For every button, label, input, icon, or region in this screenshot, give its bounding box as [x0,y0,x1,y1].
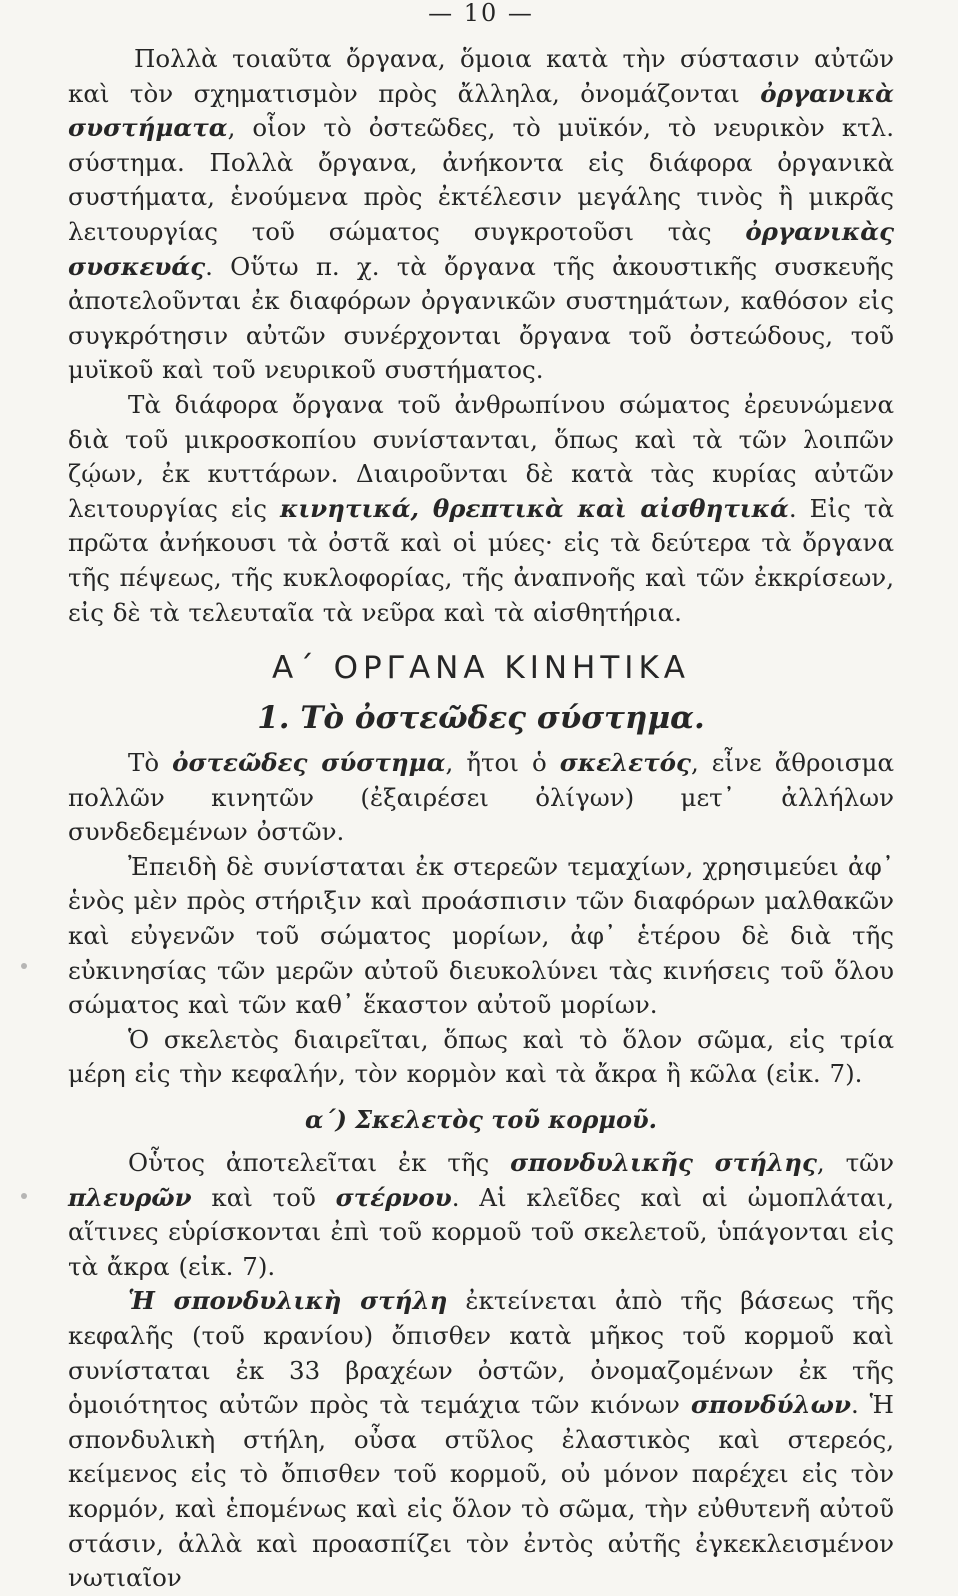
paragraph-text: Πολλὰ τοιαῦτα ὄργανα, ὅμοια κατὰ τὴν σύστασιν αὐτῶν καὶ τὸν σχηματισμὸν πρὸς ἄλληλα, ὀνομάζονται [68,44,894,108]
paragraph-text: Τὰ διάφορα ὄργανα τοῦ ἀνθρωπίνου σώματος ἐρευνώμενα διὰ τοῦ μικροσκοπίου συνίστανται, ὅπως καὶ τὰ τῶν λοιπῶν ζῴων, ἐκ κυττάρων. Διαιροῦνται δὲ κατὰ τὰς κυρίας αὐτῶν λειτουργίας εἰς [68,389,894,523]
paragraph-text: . Αἱ κλεῖδες καὶ αἱ ὠμοπλάται, αἵτινες εὑρίσκονται ἐπὶ τοῦ κορμοῦ τοῦ σκελετοῦ, ὑπάγονται εἰς τὰ ἄκρα (εἰκ. 7). [68,1182,894,1281]
ink-spot [21,1193,27,1199]
paragraph-text: , τῶν [816,1148,894,1178]
paragraph-trunk-skeleton [68,1146,894,1284]
subheading: 1. Τὸ ὀστεῶδες σύστημα. [257,700,705,737]
bold-term: Ἡ σπονδυλικὴ στήλη [128,1286,448,1316]
paragraph-text: . Ἡ σπονδυλικὴ στήλη, οὖσα στῦλος ἐλαστικὸς καὶ στερεός, κείμενος εἰς τὸ ὄπισθεν τοῦ κορμοῦ, οὐ μόνον παρέχει εἰς τὸν κορμόν, καὶ ἑπομένως καὶ εἰς ὅλον τὸ σῶμα, τὴν εὐθυτενῆ αὐτοῦ στάσιν, ἀλλὰ καὶ προασπίζει τὸν ἐντὸς αὐτῆς ἐγκεκλεισμένον νωτιαῖον [68,1390,894,1593]
bold-term: στέρνου [335,1182,452,1212]
bold-term: ὀστεῶδες σύστημα [172,748,446,778]
paragraph-text: καὶ τοῦ [191,1182,336,1212]
paragraph-text: . Οὕτω π. χ. τὰ ὄργανα τῆς ἀκουστικῆς συσκευῆς ἀποτελοῦνται ἐκ διαφόρων ὀργανικῶν συστημάτων, καθόσον εἰς συγκρότησιν αὐτῶν συνέρχονται ὄργανα τοῦ ὀστεώδους, τοῦ μυϊκοῦ καὶ τοῦ νευρικοῦ συστήματος. [68,251,894,385]
paragraph-text: , οἷον τὸ ὀστεῶδες, τὸ μυϊκόν, τὸ νευρικὸν κτλ. σύστημα. Πολλὰ ὄργανα, ἀνήκοντα εἰς διάφορα ὀργανικὰ συστήματα, ἑνούμενα πρὸς ἐκτέλεσιν μεγάλης τινὸς ἢ μικρᾶς λειτουργίας τοῦ σώματος συγκροτοῦσι τὰς [68,113,894,246]
bold-term: κινητικά, θρεπτικὰ καὶ αἰσθητικά [279,493,789,523]
paragraph-skeleton-function: Ἐπειδὴ δὲ συνίσταται ἐκ στερεῶν τεμαχίων, χρησιμεύει ἀφ᾽ ἑνὸς μὲν πρὸς στήριξιν καὶ προάσπισιν τῶν διαφόρων μαλθακῶν καὶ εὐγενῶν τοῦ σώματος μορίων, ἀφ᾽ ἑτέρου δὲ διὰ τῆς εὐκινησίας τῶν μερῶν αὐτοῦ διευκολύνει τὰς κινήσεις τοῦ ὅλου σώματος καὶ τῶν καθ᾽ ἕκαστον αὐτοῦ μορίων. [68,851,894,1020]
paragraph-organic-systems [68,42,894,388]
paragraph-text: ἐκτείνεται ἀπὸ τῆς βάσεως τῆς κεφαλῆς (τοῦ κρανίου) ὄπισθεν κατὰ μῆκος τοῦ κορμοῦ καὶ συνίσταται ἐκ 33 βραχέων ὀστῶν, ὀνομαζομένων ἐκ τῆς ὁμοιότητος αὐτῶν πρὸς τὰ τεμάχια τῶν κιόνων [68,1286,894,1420]
paragraph-text: Οὗτος ἀποτελεῖται ἐκ τῆς [128,1148,511,1178]
paragraph-organ-classification [68,388,894,630]
section-heading: Α΄ ΟΡΓΑΝΑ ΚΙΝΗΤΙΚΑ [272,650,690,687]
bold-term: ὀργανικὰ συστήματα [68,78,894,143]
paragraph-text: Τὸ [128,748,173,778]
paragraph-text: , εἶνε ἄθροισμα πολλῶν κινητῶν (ἐξαιρέσει ὀλίγων) μετ᾽ ἀλλήλων συνδεδεμένων ὀστῶν. [68,748,894,847]
paragraph-skeleton-division: Ὁ σκελετὸς διαιρεῖται, ὅπως καὶ τὸ ὅλον σῶμα, εἰς τρία μέρη εἰς τὴν κεφαλήν, τὸν κορμὸν καὶ τὰ ἄκρα ἢ κῶλα (εἰκ. 7). [68,1024,894,1089]
sub-subheading: α΄) Σκελετὸς τοῦ κορμοῦ. [305,1105,657,1135]
paragraph-skeleton-definition [68,746,894,850]
bold-term: σκελετός [559,748,691,778]
bold-term: σπονδυλικῆς στήλης [510,1148,817,1178]
ink-spot [21,963,27,969]
bold-term: ὀργανικὰς συσκευάς [68,216,894,281]
paragraph-text: . Εἰς τὰ πρῶτα ἀνήκουσι τὰ ὀστᾶ καὶ οἱ μύες· εἰς τὰ δεύτερα τὰ ὄργανα τῆς πέψεως, τῆς κυκλοφορίας, τῆς ἀναπνοῆς καὶ τῶν ἐκκρίσεων, εἰς δὲ τὰ τελευταῖα τὰ νεῦρα καὶ τὰ αἰσθητήρια. [68,493,894,627]
page-number: — 10 — [428,0,534,27]
bold-term: σπονδύλων [690,1390,851,1420]
paragraph-spinal-column [68,1284,894,1595]
paragraph-text: , ἤτοι ὁ [445,748,560,778]
bold-term: πλευρῶν [68,1182,192,1212]
